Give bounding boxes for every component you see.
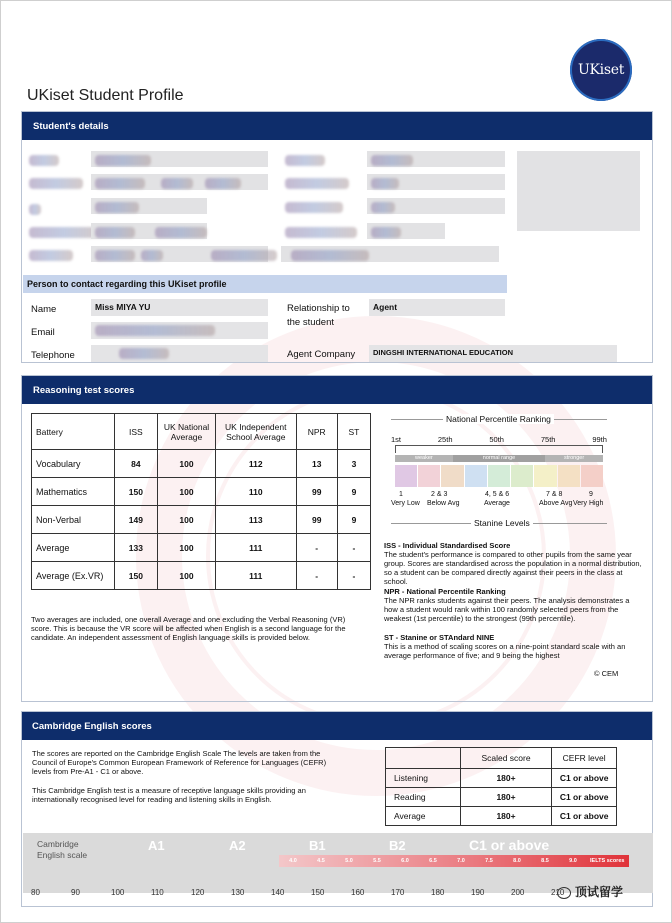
contact-email-value [91, 322, 268, 339]
stanine-9: 9 [589, 491, 593, 498]
def-st-term: ST - Stanine or STAndard NINE [384, 633, 495, 642]
cell: 100 [158, 506, 216, 534]
pct-1st: 1st [391, 435, 402, 444]
cell: - [296, 562, 337, 590]
contact-name-value: Miss MIYA YU [91, 299, 268, 316]
level-b1: B1 [309, 838, 326, 853]
cell: 150 [114, 478, 157, 506]
cell: Average [32, 534, 115, 562]
pct-50th: 50th [489, 435, 504, 444]
axis-tick: 190 [471, 888, 485, 897]
cell: 113 [215, 506, 296, 534]
ielts-scores [279, 855, 629, 867]
cambridge-para-2: This Cambridge English test is a measure of receptive language skills providing an internationally recognised level for reading and listening skills in English. [32, 786, 306, 804]
col-st: ST [337, 414, 370, 450]
table-row [32, 506, 371, 534]
axis-tick: 180 [431, 888, 445, 897]
ielts-score: 4.5 [317, 858, 325, 864]
page-title: UKiset Student Profile [27, 87, 184, 104]
ielts-score: 9.0 [569, 858, 577, 864]
cell: 9 [337, 478, 370, 506]
wechat-icon [557, 887, 571, 899]
cell: 111 [215, 534, 296, 562]
cell: - [337, 562, 370, 590]
axis-tick: 150 [311, 888, 325, 897]
cambridge-para-1: The scores are reported on the Cambridge English Scale The levels are taken from the Council of Europe's Common European Framework of Reference for Languages (CEFR) levels from Pre-A1 - C1 or above. [32, 749, 327, 776]
cell: 84 [114, 450, 157, 478]
cell: 110 [215, 478, 296, 506]
ielts-score: 4.0 [289, 858, 297, 864]
cell: 100 [158, 450, 216, 478]
def-iss-text: The student's performance is compared to other pupils from the same year group. Scores are standardised across the population in a normal distribution, so a student can be compared directly against their peers in the class at school. [384, 550, 642, 586]
contact-name-label: Name [31, 304, 57, 315]
def-npr-term: NPR - National Percentile Ranking [384, 587, 506, 596]
cell: - [337, 534, 370, 562]
cell: 99 [296, 478, 337, 506]
relationship-value: Agent [369, 299, 505, 316]
contact-heading: Person to contact regarding this UKiset profile [23, 275, 507, 293]
ielts-score: 7.0 [457, 858, 465, 864]
students-details-heading: Student's details [22, 112, 652, 140]
axis-tick: 140 [271, 888, 285, 897]
band-normal: normal range [453, 455, 545, 462]
col-battery: Battery [32, 414, 115, 450]
col-uk-independent: UK Independent School Average [215, 414, 296, 450]
stanine-2-3: 2 & 3 [431, 491, 448, 498]
axis-tick: 170 [391, 888, 405, 897]
npr-chart [391, 411, 607, 529]
col-npr: NPR [296, 414, 337, 450]
table-row [386, 769, 617, 788]
contact-telephone-value [91, 345, 268, 362]
cell: Listening [386, 769, 461, 788]
cell: 100 [158, 478, 216, 506]
level-a2: A2 [229, 838, 246, 853]
cell: Non-Verbal [32, 506, 115, 534]
agent-company-value: DINGSHI INTERNATIONAL EDUCATION [369, 345, 617, 362]
stanine-levels-caption: Stanine Levels [471, 518, 533, 528]
col-cefr: CEFR level [552, 748, 617, 769]
stanine-7-8: 7 & 8 [546, 491, 563, 498]
cell: C1 or above [552, 788, 617, 807]
axis-tick: 110 [151, 888, 164, 897]
relationship-label-1: Relationship to [287, 303, 350, 314]
ielts-score: 6.5 [429, 858, 437, 864]
axis-tick: 120 [191, 888, 205, 897]
scale-label-1: Cambridge [37, 839, 79, 849]
col-skill [386, 748, 461, 769]
cambridge-header-row [386, 748, 617, 769]
ielts-score: 8.0 [513, 858, 521, 864]
cambridge-table [385, 747, 617, 826]
cell: - [296, 534, 337, 562]
cell: 13 [296, 450, 337, 478]
cell: C1 or above [552, 769, 617, 788]
band-weaker: weaker [395, 455, 453, 462]
ielts-score: 8.5 [541, 858, 549, 864]
stanine-label-average: Average [484, 500, 510, 507]
ukiset-logo: UKiset [570, 39, 632, 101]
col-scaled-score: Scaled score [460, 748, 552, 769]
cell: Mathematics [32, 478, 115, 506]
cem-copyright: © CEM [594, 669, 619, 678]
level-a1: A1 [148, 838, 165, 853]
cell: C1 or above [552, 807, 617, 826]
level-c1: C1 or above [469, 837, 550, 853]
reasoning-header-row [32, 414, 371, 450]
table-row [32, 562, 371, 590]
contact-telephone-label: Telephone [31, 350, 75, 361]
stanine-label-very-low: Very Low [391, 500, 420, 507]
reasoning-heading: Reasoning test scores [22, 376, 652, 404]
cell: Vocabulary [32, 450, 115, 478]
def-st-text: This is a method of scaling scores on a nine-point standard scale with an average performance of five; and 9 being the highest [384, 642, 626, 660]
agent-company-label: Agent Company [287, 349, 356, 360]
pct-75th: 75th [540, 435, 556, 444]
def-npr-text: The NPR ranks students against their peers. The analysis demonstrates a how a student would rank within 100 randomly selected peers from the weakest (1st percentile) to the strongest (99th percentile). [384, 596, 630, 623]
cell: 133 [114, 534, 157, 562]
band-stronger: stronger [545, 455, 603, 462]
cell: 150 [114, 562, 157, 590]
axis-tick: 200 [511, 888, 525, 897]
pct-25th: 25th [437, 435, 453, 444]
cell: Reading [386, 788, 461, 807]
reasoning-table [31, 413, 371, 590]
wechat-watermark [557, 883, 623, 900]
col-uk-national: UK National Average [158, 414, 216, 450]
col-iss: ISS [114, 414, 157, 450]
table-row [32, 450, 371, 478]
ielts-score: 5.5 [373, 858, 381, 864]
averages-note: Two averages are included, one overall Average and one excluding the Verbal Reasoning (VR) score. This is because the VR score will be affected when English is a second language for the candidate. An independent assessment of English language skills is provided below. [31, 615, 346, 642]
ielts-score: 7.5 [485, 858, 493, 864]
cell: 112 [215, 450, 296, 478]
scale-label-2: English scale [37, 850, 88, 860]
ielts-score: 6.0 [401, 858, 409, 864]
relationship-label-2: the student [287, 317, 335, 328]
axis-tick: 160 [351, 888, 365, 897]
table-row [32, 534, 371, 562]
axis-tick: 210 [551, 888, 565, 897]
cell: 180+ [460, 788, 552, 807]
cell: 99 [296, 506, 337, 534]
cell: 100 [158, 534, 216, 562]
photo-placeholder [517, 151, 640, 231]
cell: 100 [158, 562, 216, 590]
level-b2: B2 [389, 838, 406, 853]
ielts-score: 5.0 [345, 858, 353, 864]
axis-tick: 90 [71, 888, 80, 897]
axis-tick: 80 [31, 888, 40, 897]
npr-title: National Percentile Ranking [443, 414, 554, 424]
wechat-account: 顶试留学 [575, 885, 624, 899]
cell: 149 [114, 506, 157, 534]
table-row [32, 478, 371, 506]
cell: 111 [215, 562, 296, 590]
pct-99th: 99th [592, 435, 607, 444]
cell: 3 [337, 450, 370, 478]
stanine-label-above-avg: Above Avg [539, 500, 573, 507]
cambridge-heading: Cambridge English scores [22, 712, 652, 740]
axis-tick: 100 [111, 888, 125, 897]
contact-email-label: Email [31, 327, 55, 338]
cell: 9 [337, 506, 370, 534]
stanine-label-below-avg: Below Avg [427, 500, 460, 507]
stanine-label-very-high: Very High [573, 500, 604, 507]
ielts-label: IELTS scores [590, 858, 625, 864]
def-iss-term: ISS - Individual Standardised Score [384, 541, 511, 550]
cell: Average [386, 807, 461, 826]
table-row [386, 807, 617, 826]
stanine-4-6: 4, 5 & 6 [485, 491, 510, 498]
cell: 180+ [460, 807, 552, 826]
axis-tick: 130 [231, 888, 245, 897]
cell: 180+ [460, 769, 552, 788]
stanine-1: 1 [399, 491, 403, 498]
table-row [386, 788, 617, 807]
cell: Average (Ex.VR) [32, 562, 115, 590]
